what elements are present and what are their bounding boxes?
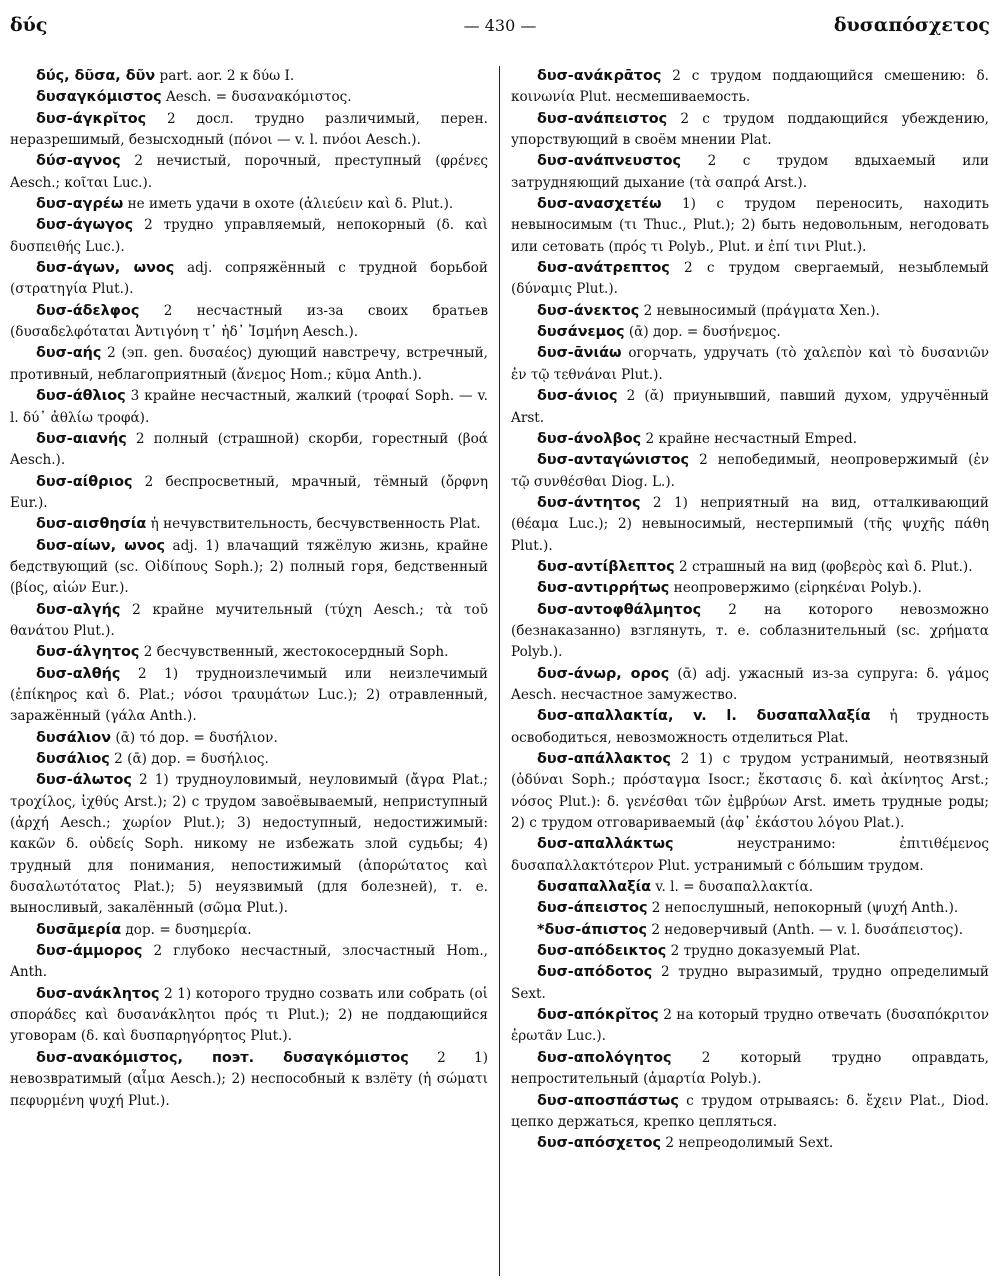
entry-definition: с трудом отрываясь: δ. ἔχειν Plat., Diod. цепко держаться, крепко цепляться.: [511, 1092, 989, 1130]
entry-definition: ἡ нечувствительность, бесчувственность Plat.: [146, 516, 481, 533]
entry-headword: δύσ-αγνος: [36, 153, 121, 170]
entry-definition: 2 непреодолимый Sext.: [661, 1135, 834, 1152]
dictionary-entry: [511, 194, 989, 258]
dictionary-entry: [511, 1048, 989, 1091]
entry-definition: 2 с трудом вдыхаемый или затрудняющий дыхание (τὰ σαπρά Arst.).: [511, 153, 989, 191]
entry-headword: δυσ-ανακόμιστος, поэт. δυσαγκόμιστος: [36, 1049, 409, 1066]
entry-headword: δυσ-αίων, ωνος: [36, 537, 165, 554]
entry-headword: δυσ-άμμορος: [36, 943, 143, 960]
dictionary-entry: [10, 664, 488, 728]
dictionary-entry: [511, 578, 989, 599]
entry-headword: δυσ-απόδοτος: [537, 964, 653, 981]
entry-headword: δυσ-ανασχετέω: [537, 196, 662, 213]
entry-headword: δυσ-αιανής: [36, 430, 127, 447]
entry-definition: неустранимо: ἐπιτιθέμενος δυσαπαλλακτότερον Plut. устранимый с бо́льшим трудом.: [511, 836, 989, 874]
dictionary-entry: [10, 600, 488, 643]
entry-headword: δυσ-ανάκλητος: [36, 985, 160, 1002]
entry-definition: 2 1) трудноизлечимый или неизлечимый (ἐπίκηρος καὶ δ. Plat.; νόσοι τραυμάτων Luc.); 2) отравленный, заражённый (γάλα Anth.).: [10, 665, 488, 725]
header-right-headword: δυσαπόσχετος: [833, 14, 990, 36]
entry-headword: δυσ-απαλλακτία, v. l. δυσαπαλλαξία: [537, 708, 871, 725]
dictionary-entry: [511, 834, 989, 877]
entry-headword: δυσ-άνιος: [537, 388, 618, 405]
entry-definition: 2 страшный на вид (φοβερὸς καὶ δ. Plut.).: [674, 558, 973, 575]
entry-headword: δυσᾱμερία: [36, 921, 122, 938]
dictionary-entry: [511, 429, 989, 450]
dictionary-entry: [10, 87, 488, 108]
entry-headword: δυσαγκόμιστος: [36, 89, 162, 106]
dictionary-entry: [511, 151, 989, 194]
entry-definition: 2 (ᾰ) приунывший, павший духом, удручённый Arst.: [511, 388, 989, 426]
dictionary-entry: [511, 600, 989, 664]
entry-definition: 2 который трудно оправдать, непростительный (ἁμαρτία Polyb.).: [511, 1049, 989, 1088]
dictionary-entry: [511, 109, 989, 152]
entry-headword: δυσ-αής: [36, 345, 102, 362]
entry-definition: ἡ трудность освободиться, невозможность отделиться Plat.: [511, 708, 989, 746]
entry-definition: adj. сопряжённый с трудной борьбой (στρατηγία Plut.).: [10, 260, 488, 298]
entry-headword: δυσ-άγωγος: [36, 217, 134, 234]
header-left-headword: δύς: [10, 14, 48, 36]
dictionary-entry: [511, 343, 989, 386]
entry-headword: δυσ-αλγής: [36, 601, 121, 618]
entry-definition: 2 1) трудноуловимый, неуловимый (ἄγρα Plat.; τροχίλος, ἰχθύς Arst.); 2) с трудом завоёвываемый, неприступный (ἀρχή Aesch.; χωρίον Plut.); 3) недоступный, недостижимый: κακῶν δ. οὐδείς Soph. никому не избежать злой судьбы; 4) трудный для понимания, непостижимый (ἀπορώτατος καὶ δυσαλωτότατος Plat.); 5) неуязвимый (для болезней), т. е. выносливый, закалённый (σῶμα Plut.).: [10, 772, 488, 917]
entry-headword: *δυσ-άπιστος: [537, 921, 647, 938]
dictionary-entry: [511, 1091, 989, 1134]
entry-headword: δυσ-απαλλάκτως: [537, 836, 674, 853]
entry-headword: δυσ-αντίβλεπτος: [537, 558, 675, 575]
dictionary-entry: [10, 194, 488, 215]
page-header: [10, 14, 990, 44]
dictionary-entry: [10, 514, 488, 535]
entry-definition: 2 полный (страшной) скорби, горестный (βοά Aesch.).: [10, 430, 488, 469]
entry-headword: δυσ-ανταγώνιστος: [537, 452, 690, 469]
entry-headword: δυσ-απάλλακτος: [537, 751, 671, 767]
dictionary-entry: [10, 1048, 488, 1112]
dictionary-entry: [511, 664, 989, 707]
entry-headword: δυσ-απόκρῐτος: [537, 1007, 659, 1024]
entry-definition: 2 (эп. gen. δυσαέος) дующий навстречу, встречный, противный, неблагоприятный (ἄνεμος Hom.; κῦμα Anth.).: [10, 345, 488, 383]
entry-definition: 1) с трудом переносить, находить невыносимым (τι Thuc., Plut.); 2) быть недовольным, негодовать или сетовать (πρός τι Polyb., Plut. и ἐπί τινι Plut.).: [511, 196, 989, 255]
entry-definition: 2 1) невозвратимый (αἷμα Aesch.); 2) неспособный к взлёту (ἡ σώματι πεφυρμένη ψυχή Plut.).: [10, 1049, 488, 1109]
entry-definition: 3 крайне несчастный, жалкий (τροφαί Soph. — v. l. δύ᾽ ἀθλίω τροφά).: [10, 388, 488, 426]
dictionary-entry: [10, 151, 488, 194]
entry-headword: δυσ-άγκρῐτος: [36, 110, 147, 127]
entry-definition: (ᾱ) дор. = δυσήνεμος.: [624, 324, 781, 341]
dictionary-entry: [10, 109, 488, 152]
left-column: [10, 66, 488, 1280]
entry-definition: 2 с трудом свергаемый, незыблемый (δύναμις Plut.).: [511, 260, 989, 298]
entry-definition: неопровержимо (εἰρηκέναι Polyb.).: [669, 580, 922, 597]
dictionary-entry: [511, 749, 989, 834]
entry-headword: δυσ-απόσχετος: [537, 1135, 662, 1152]
dictionary-entry: [511, 66, 989, 109]
entry-headword: δυσ-αισθησία: [36, 516, 147, 533]
entry-definition: v. l. = δυσαπαλλακτία.: [651, 879, 814, 896]
entry-definition: 2 несчастный из-за своих братьев (δυσαδελφόταται Ἀντιγόνη τ᾽ ἠδ᾽ Ἰσμήνη Aesch.).: [10, 302, 488, 341]
entry-definition: 2 бесчувственный, жестокосердный Soph.: [139, 644, 449, 661]
entry-definition: (ᾱ) adj. ужасный из-за супруга: δ. γάμος Aesch. несчастное замужество.: [511, 665, 989, 703]
entry-headword: δυσ-αποσπάστως: [537, 1092, 679, 1109]
entry-headword: δυσ-άλγητος: [36, 644, 140, 661]
dictionary-entry: [511, 557, 989, 578]
entry-headword: δυσ-άνολβος: [537, 430, 642, 447]
dictionary-entry: [10, 941, 488, 984]
dictionary-entry: [511, 1005, 989, 1048]
entry-headword: δυσ-ανάπειστος: [537, 110, 668, 127]
dictionary-entry: [10, 770, 488, 919]
entry-headword: δυσ-ανάτρεπτος: [537, 260, 670, 277]
entry-headword: δυσ-ανάπνευστος: [537, 153, 682, 170]
entry-headword: δυσ-αίθριος: [36, 473, 133, 490]
dictionary-entry: [511, 493, 989, 557]
dictionary-entry: [511, 941, 989, 962]
dictionary-entry: [10, 728, 488, 749]
entry-headword: δυσ-άνωρ, ορος: [537, 665, 670, 682]
entry-headword: δυσ-άνεκτος: [537, 302, 640, 319]
entry-definition: 2 на которого невозможно (безнаказанно) взглянуть, т. е. соблазнительный (sc. χρήματα Polyb.).: [511, 601, 989, 661]
dictionary-entry: [10, 472, 488, 515]
dictionary-entry: [10, 429, 488, 472]
entry-definition: 2 беспросветный, мрачный, тёмный (ὄρφνη Eur.).: [10, 473, 488, 511]
entry-definition: 2 нечистый, порочный, преступный (φρένες Aesch.; κοῖται Luc.).: [10, 153, 488, 191]
entry-definition: 2 1) неприятный на вид, отталкивающий (θέαμα Luc.); 2) невыносимый, нестерпимый (τῆς ψυχῆς πάθη Plut.).: [511, 494, 989, 554]
dictionary-entry: [511, 706, 989, 749]
dictionary-entry: [511, 877, 989, 898]
entry-definition: 2 недоверчивый (Anth. — v. l. δυσάπειστος).: [647, 921, 964, 938]
dictionary-entry: [10, 258, 488, 301]
entry-headword: δυσ-ανάκρᾱτος: [537, 68, 662, 84]
entry-definition: огорчать, удручать (τὸ χαλεπὸν καὶ τὸ δυσανιῶν ἐν τῷ τεθνάναι Plut.).: [511, 345, 989, 383]
entry-definition: 2 с трудом поддающийся смешению: δ. κοινωνία Plut. несмешиваемость.: [511, 68, 989, 106]
entry-headword: δυσ-άγων, ωνος: [36, 260, 175, 277]
entry-definition: 2 невыносимый (πράγματα Xen.).: [639, 302, 880, 319]
entry-headword: δυσ-αντιρρήτως: [537, 580, 670, 597]
dictionary-entry: [10, 749, 488, 770]
entry-headword: δυσάλιος: [36, 751, 110, 767]
dictionary-entry: [511, 322, 989, 343]
dictionary-entry: [511, 898, 989, 919]
entry-headword: δυσ-άθλιος: [36, 388, 126, 405]
column-divider: [499, 66, 500, 1276]
entry-definition: 2 (ᾱ) дор. = δυσήλιος.: [109, 751, 269, 767]
entry-headword: δυσ-ᾱνιάω: [537, 345, 622, 362]
entry-definition: Aesch. = δυσανακόμιστος.: [161, 89, 352, 106]
entry-definition: (ᾱ) τό дор. = δυσήλιον.: [111, 729, 278, 746]
dictionary-entry: [511, 1133, 989, 1154]
entry-headword: δυσ-αγρέω: [36, 196, 124, 213]
entry-headword: δυσ-απόδεικτος: [537, 943, 667, 960]
dictionary-entry: [511, 920, 989, 941]
right-column: [511, 66, 989, 1280]
dictionary-entry: [511, 258, 989, 301]
dictionary-entry: [511, 386, 989, 429]
dictionary-entry: [10, 215, 488, 258]
entry-headword: δυσ-άλωτος: [36, 772, 132, 789]
entry-definition: 2 непослушный, непокорный (ψυχή Anth.).: [647, 900, 959, 917]
entry-definition: 2 досл. трудно различимый, перен. неразрешимый, безысходный (πόνοι — v. l. πνόοι Aesch.).: [10, 110, 488, 149]
dictionary-entry: [10, 343, 488, 386]
entry-definition: 2 трудно доказуемый Plat.: [666, 943, 861, 960]
dictionary-entry: [10, 301, 488, 344]
entry-headword: δυσάνεμος: [537, 324, 625, 341]
entry-definition: adj. 1) влачащий тяжёлую жизнь, крайне бедствующий (sc. Οἰδίπους Soph.); 2) полный горя, бедственный (βίος, αἰών Eur.).: [10, 537, 488, 597]
entry-headword: δυσ-άπειστος: [537, 900, 648, 917]
entry-definition: 2 непобедимый, неопровержимый (ἐν τῷ συνθέσθαι Diog. L.).: [511, 452, 989, 490]
dictionary-entry: [10, 386, 488, 429]
dictionary-entry: [10, 536, 488, 600]
entry-definition: 2 крайне мучительный (τύχη Aesch.; τὰ τοῦ θανάτου Plut.).: [10, 601, 488, 639]
dictionary-entry: [10, 66, 488, 87]
entry-definition: 2 на который трудно отвечать (δυσαπόκριτον ἐρωτᾶν Luc.).: [511, 1007, 989, 1045]
entry-definition: 2 крайне несчастный Emped.: [641, 430, 858, 447]
entry-headword: δυσ-άντητος: [537, 494, 641, 511]
entry-definition: 2 трудно выразимый, трудно определимый Sext.: [511, 964, 989, 1002]
entry-headword: δυσαπαλλαξία: [537, 879, 652, 896]
entry-definition: не иметь удачи в охоте (ἁλιεύειν καὶ δ. Plut.).: [123, 196, 454, 213]
dictionary-entry: [10, 984, 488, 1048]
entry-definition: 2 1) которого трудно созвать или собрать (οἱ σποράδες καὶ δυσανάκλητοι πρός τι Plut.); 2) не поддающийся уговорам (δ. καὶ δυσπαρηγόρητος Plut.).: [10, 985, 488, 1045]
entry-headword: δυσ-αντοφθάλμητος: [537, 601, 702, 618]
entry-definition: дор. = δυσημερία.: [121, 921, 252, 938]
entry-definition: 2 с трудом поддающийся убеждению, упорствующий в своём мнении Plat.: [511, 110, 989, 149]
entry-definition: 2 глубоко несчастный, злосчастный Hom., Anth.: [10, 943, 488, 981]
dictionary-entry: [511, 450, 989, 493]
entry-definition: 2 1) с трудом устранимый, неотвязный (ὀδύναι Soph.; πρόσταγμα Isocr.; ἔκστασις δ. καὶ ἀκίνητος Arst.; νόσος Plut.): δ. γενέσθαι τῶν ἐμβρύων Arst. иметь трудные роды; 2) с трудом отговариваемый (ἀφ᾽ ἑκάστου λόγου Plat.).: [511, 751, 989, 832]
page-number: — 430 —: [463, 16, 537, 35]
dictionary-entry: [10, 642, 488, 663]
entry-headword: δύς, δῦσα, δῦν: [36, 68, 156, 84]
entry-headword: δυσάλιον: [36, 729, 112, 746]
dictionary-entry: [511, 301, 989, 322]
entry-headword: δυσ-αλθής: [36, 665, 121, 682]
entry-definition: part. aor. 2 к δύω I.: [155, 68, 295, 84]
entry-definition: 2 трудно управляемый, непокорный (δ. καὶ δυσπειθής Luc.).: [10, 217, 488, 255]
dictionary-entry: [10, 920, 488, 941]
entry-headword: δυσ-άδελφος: [36, 302, 140, 319]
entry-headword: δυσ-απολόγητος: [537, 1049, 672, 1066]
dictionary-entry: [511, 962, 989, 1005]
